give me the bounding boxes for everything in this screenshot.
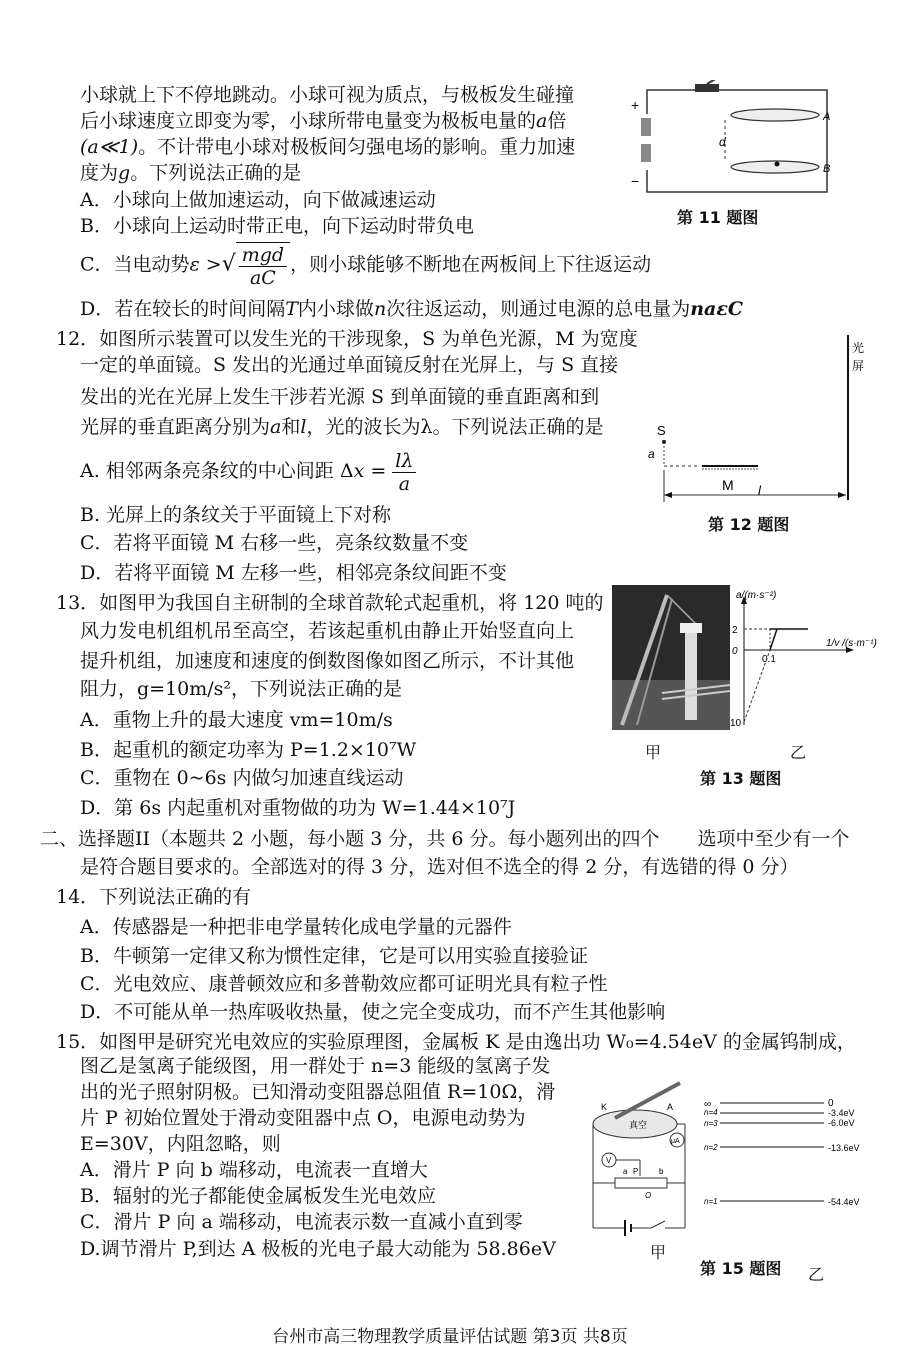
q11-plate-a <box>731 109 819 121</box>
q11-option-d: D．若在较长的时间间隔T内小球做n次往返运动，则通过电源的总电量为naεC <box>80 298 744 320</box>
q15-energy-levels <box>700 1095 880 1215</box>
svg-text:0.1: 0.1 <box>762 654 776 665</box>
q11-switch <box>695 84 719 92</box>
q15-jia: 甲 <box>650 1243 667 1262</box>
svg-text:K: K <box>601 1102 608 1112</box>
q11-plus: + <box>631 97 640 113</box>
q15-switch <box>651 1221 665 1228</box>
svg-text:O: O <box>645 1191 652 1200</box>
svg-text:n=3: n=3 <box>704 1119 718 1128</box>
q13-option-a: A．重物上升的最大速度 vm=10m/s <box>80 709 393 731</box>
q13-line4: 阻力，g=10m/s²，下列说法正确的是 <box>80 678 403 700</box>
q11-fraction: $\frac{\text{mgd}}{aC}$ <box>239 244 287 289</box>
q11-battery <box>641 118 651 136</box>
q15-line4: 片 P 初始位置处于滑动变阻器中点 O，电源电动势为 <box>80 1107 526 1129</box>
q11-option-b: B．小球向上运动时带正电，向下运动时带负电 <box>80 215 474 237</box>
q14-option-b: B．牛顿第一定律又称为惯性定律，它是可以用实验直接验证 <box>80 945 588 967</box>
q14-option-a: A．传感器是一种把非电学量转化成电学量的元器件 <box>80 916 512 938</box>
q13-yi: 乙 <box>790 743 807 762</box>
q13-jia: 甲 <box>645 743 662 762</box>
svg-text:a: a <box>623 1167 628 1176</box>
q11-line2: 后小球速度立即变为零，小球所带电量变为极板电量的a倍 <box>80 110 567 132</box>
svg-text:n=2: n=2 <box>704 1143 718 1152</box>
svg-text:0: 0 <box>828 1098 834 1109</box>
q13-option-d: D．第 6s 内起重机对重物做的功为 W=1.44×10⁷J <box>80 797 516 819</box>
q12-figure <box>640 330 870 510</box>
q11-figure <box>625 80 840 205</box>
q13-graph <box>730 590 890 735</box>
q15-line1: 15．如图甲是研究光电效应的实验原理图，金属板 K 是由逸出功 W₀=4.54eV 的金属钨制成， <box>56 1031 856 1053</box>
svg-text:b: b <box>659 1167 664 1176</box>
svg-text:a: a <box>648 447 655 461</box>
q14-option-c: C．光电效应、康普顿效应和多普勒效应都可证明光具有粒子性 <box>80 973 608 995</box>
q11-minus: − <box>631 173 640 189</box>
q11-ball <box>775 162 780 167</box>
svg-text:-3.4eV: -3.4eV <box>828 1108 855 1118</box>
q11-circuit-wire <box>647 90 827 192</box>
q15-option-a: A．滑片 P 向 b 端移动，电流表一直增大 <box>80 1159 428 1181</box>
q13-photo <box>612 585 730 730</box>
section2-header-line1: 二、选择题II（本题共 2 小题，每小题 3 分，共 6 分。每小题列出的四个 选项中至少有一个 <box>40 828 850 850</box>
q13-option-b: B．起重机的额定功率为 P=1.2×10⁷W <box>80 739 417 761</box>
q11-option-a: A．小球向上做加速运动，向下做减速运动 <box>80 189 436 211</box>
q13-line2: 风力发电机组机吊至高空，若该起重机由静止开始竖直向上 <box>80 620 575 642</box>
q15-circuit <box>585 1078 697 1238</box>
q15-line2: 图乙是氢离子能级图，用一群处于 n=3 能级的氢离子发 <box>80 1055 551 1077</box>
q15-option-d: D.调节滑片 P,到达 A 极板的光电子最大动能为 58.86eV <box>80 1238 556 1260</box>
svg-text:-6.0eV: -6.0eV <box>828 1118 855 1128</box>
svg-text:0: 0 <box>732 646 738 657</box>
svg-text:10: 10 <box>730 718 742 729</box>
svg-text:n=4: n=4 <box>704 1108 718 1117</box>
svg-text:μA: μA <box>671 1138 680 1145</box>
q12-option-a: A. 相邻两条亮条纹的中心间距 Δx = $\frac{l\lambda}{a}$ <box>80 448 416 495</box>
svg-text:P: P <box>633 1167 639 1176</box>
q15-option-c: C．滑片 P 向 a 端移动，电流表示数一直减小直到零 <box>80 1211 523 1233</box>
q15-rheostat <box>615 1178 667 1188</box>
q11-line3: (a≪1)。不计带电小球对极板间匀强电场的影响。重力加速 <box>80 136 576 158</box>
q15-line3: 出的光子照射阴极。已知滑动变阻器总阻值 R=10Ω，滑 <box>80 1081 556 1103</box>
q11-caption: 第 11 题图 <box>677 208 759 227</box>
svg-text:-54.4eV: -54.4eV <box>828 1197 860 1207</box>
q12-caption: 第 12 题图 <box>708 515 790 534</box>
q13-line3: 提升机组，加速度和速度的倒数图像如图乙所示，不计其他 <box>80 650 575 672</box>
svg-text:2: 2 <box>732 625 738 636</box>
q11-line1: 小球就上下不停地跳动。小球可视为质点，与极板发生碰撞 <box>80 84 575 106</box>
svg-text:V: V <box>606 1156 612 1165</box>
svg-text:A: A <box>667 1102 674 1112</box>
q15-yi: 乙 <box>808 1265 825 1284</box>
svg-text:屏: 屏 <box>852 359 865 373</box>
q15-line5: E=30V，内阻忽略，则 <box>80 1133 281 1155</box>
svg-text:A: A <box>823 111 831 123</box>
q13-line1: 13．如图甲为我国自主研制的全球首款轮式起重机，将 120 吨的 <box>56 592 604 614</box>
q12-line2: 一定的单面镜。S 发出的光通过单面镜反射在光屏上，与 S 直接 <box>80 354 619 376</box>
svg-text:d: d <box>719 135 726 149</box>
q13-option-c: C．重物在 0~6s 内做匀加速直线运动 <box>80 767 404 789</box>
svg-text:真空: 真空 <box>629 1120 648 1130</box>
svg-text:a/(m·s⁻²): a/(m·s⁻²) <box>736 590 777 601</box>
svg-text:-13.6eV: -13.6eV <box>828 1143 860 1153</box>
svg-text:光: 光 <box>852 341 865 355</box>
q12-line4: 光屏的垂直距离分别为a和l，光的波长为λ。下列说法正确的是 <box>80 416 604 438</box>
q12-option-b: B. 光屏上的条纹关于平面镜上下对称 <box>80 504 392 526</box>
q13-tower <box>685 630 697 720</box>
page-footer: 台州市高三物理教学质量评估试题 第3页 共8页 <box>272 1327 628 1347</box>
svg-text:M: M <box>722 477 734 493</box>
q11-line4: 度为g。下列说法正确的是 <box>80 162 302 184</box>
svg-text:B: B <box>823 163 831 175</box>
q15-caption: 第 15 题图 <box>700 1259 782 1278</box>
q13-caption: 第 13 题图 <box>700 769 782 788</box>
q12-line1: 12．如图所示装置可以发生光的干涉现象，S 为单色光源，M 为宽度 <box>56 328 638 350</box>
svg-text:S: S <box>657 423 666 438</box>
svg-text:n=1: n=1 <box>704 1197 718 1206</box>
q12-option-c: C．若将平面镜 M 右移一些，亮条纹数量不变 <box>80 532 469 554</box>
q11-option-c: C．当电动势ε >√ $\frac{\text{mgd}}{aC}$ ，则小球能够不断地在两板间上下往返运动 <box>80 243 652 289</box>
q14-stem: 14．下列说法正确的有 <box>56 886 252 908</box>
svg-text:1/v /(s·m⁻¹): 1/v /(s·m⁻¹) <box>826 638 877 649</box>
section2-header-line2: 是符合题目要求的。全部选对的得 3 分，选对但不选全的得 2 分，有选错的得 0 分） <box>80 856 799 878</box>
svg-text:l: l <box>758 483 761 498</box>
q12-fraction: $\frac{l\lambda}{a}$ <box>392 450 416 495</box>
q12-option-d: D．若将平面镜 M 左移一些，相邻亮条纹间距不变 <box>80 562 507 584</box>
q12-line3: 发出的光在光屏上发生干涉若光源 S 到单面镜的垂直距离和到 <box>80 386 600 408</box>
q14-option-d: D．不可能从单一热库吸收热量，使之完全变成功，而不产生其他影响 <box>80 1001 666 1023</box>
q15-option-b: B．辐射的光子都能使金属板发生光电效应 <box>80 1185 436 1207</box>
svg-text:∞: ∞ <box>704 1099 712 1110</box>
